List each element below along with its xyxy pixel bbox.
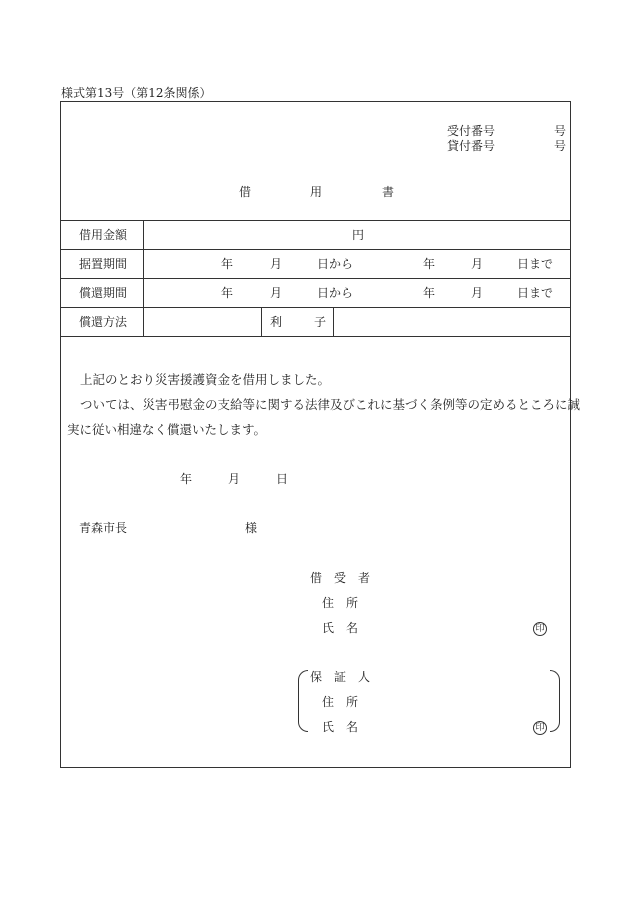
form-reference: 様式第13号（第12条関係） [61,86,212,100]
deferral-from-day: 日から [317,257,354,271]
repayment-from-day: 日から [317,286,354,300]
guarantor-address-char-2: 所 [346,695,359,709]
statement-line-3: 実に従い相違なく償還いたします。 [67,422,267,437]
guarantor-heading-char-1: 保 [310,670,323,684]
amount-unit: 円 [352,228,365,242]
loan-number-unit: 号 [554,139,567,153]
title-char-2: 用 [310,185,323,199]
title-char-1: 借 [239,185,252,199]
repayment-from-month: 月 [270,286,283,300]
guarantor-name-char-2: 名 [346,720,359,734]
guarantor-seal-mark: 印 [533,721,547,735]
date-year: 年 [180,472,193,486]
deferral-from-year: 年 [221,257,234,271]
table-line-3 [60,307,571,308]
guarantor-left-bracket [298,670,308,732]
table-line-bottom [60,336,571,337]
date-day: 日 [276,472,289,486]
borrower-seal-icon [533,620,547,636]
borrower-address-char-2: 所 [346,596,359,610]
interest-label-char-2: 子 [314,315,327,329]
title-char-3: 書 [382,185,395,199]
deferral-label: 据置期間 [79,257,128,271]
deferral-to-year: 年 [423,257,436,271]
borrower-address-char-1: 住 [322,596,335,610]
repayment-to-year: 年 [423,286,436,300]
deferral-to-day: 日まで [517,257,554,271]
deferral-to-month: 月 [471,257,484,271]
method-divider-1 [261,307,262,336]
interest-label-char-1: 利 [270,315,283,329]
method-divider-2 [333,307,334,336]
borrower-seal-mark: 印 [533,622,547,636]
guarantor-right-bracket [550,670,560,732]
repayment-from-year: 年 [221,286,234,300]
repayment-to-day: 日まで [517,286,554,300]
addressee-name: 青森市長 [79,521,128,535]
receipt-number-label: 受付番号 [447,124,496,138]
guarantor-address-char-1: 住 [322,695,335,709]
guarantor-heading-char-3: 人 [358,670,371,684]
statement-line-1: 上記のとおり災害援護資金を借用しました。 [80,372,331,387]
receipt-number-unit: 号 [554,124,567,138]
deferral-from-month: 月 [270,257,283,271]
amount-label: 借用金額 [79,228,128,242]
guarantor-heading-char-2: 証 [334,670,347,684]
borrower-name-char-1: 氏 [322,621,335,635]
borrower-heading-char-1: 借 [310,571,323,585]
date-month: 月 [228,472,241,486]
statement-line-2: ついては、災害弔慰金の支給等に関する法律及びこれに基づく条例等の定めるところに誠 [80,397,581,412]
table-line-top [60,220,571,221]
borrower-heading-char-2: 受 [334,571,347,585]
guarantor-name-char-1: 氏 [322,720,335,734]
table-line-2 [60,278,571,279]
method-label: 償還方法 [79,315,128,329]
repayment-label: 償還期間 [79,286,128,300]
borrower-heading-char-3: 者 [358,571,371,585]
borrower-name-char-2: 名 [346,621,359,635]
addressee-honorific: 様 [245,521,258,535]
guarantor-seal-icon [533,719,547,735]
loan-number-label: 貸付番号 [447,139,496,153]
table-line-1 [60,249,571,250]
repayment-to-month: 月 [471,286,484,300]
table-label-divider [143,220,144,336]
